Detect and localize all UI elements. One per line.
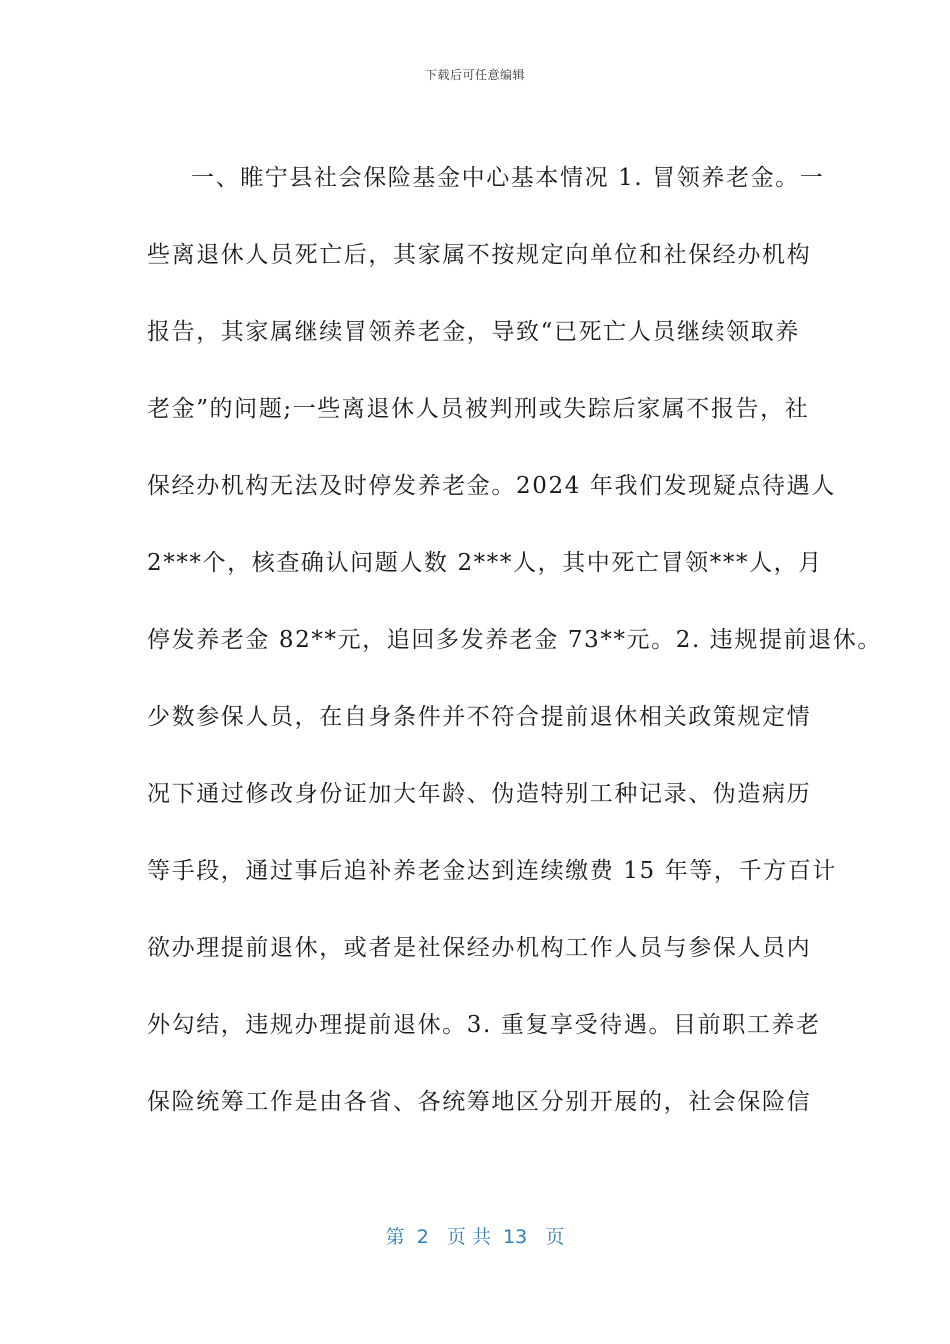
paragraph-line: 老金”的问题;一些离退休人员被判刑或失踪后家属不报告，社 (147, 396, 810, 422)
paragraph-line: 保经办机构无法及时停发养老金。2024 年我们发现疑点待遇人 (147, 473, 836, 499)
paragraph-line: 保险统筹工作是由各省、各统筹地区分别开展的，社会保险信 (147, 1089, 812, 1115)
paragraph-line: 等手段，通过事后追补养老金达到连续缴费 15 年等，千方百计 (147, 858, 837, 884)
paragraph-line: 少数参保人员，在自身条件并不符合提前退休相关政策规定情 (147, 704, 812, 730)
paragraph-line: 欲办理提前退休，或者是社保经办机构工作人员与参保人员内 (147, 935, 812, 961)
paragraph-line: 停发养老金 82**元，追回多发养老金 73**元。2. 违规提前退休。 (147, 627, 883, 653)
page-number-footer: 第 2 页 共 13 页 (385, 1226, 565, 1248)
page-header: 下载后可任意编辑 (424, 68, 525, 82)
paragraph-line: 一、睢宁县社会保险基金中心基本情况 1. 冒领养老金。一 (191, 165, 825, 191)
paragraph-line: 2***个，核查确认问题人数 2***人，其中死亡冒领***人，月 (147, 550, 823, 576)
paragraph-line: 况下通过修改身份证加大年龄、伪造特别工种记录、伪造病历 (147, 781, 812, 807)
paragraph-line: 些离退休人员死亡后，其家属不按规定向单位和社保经办机构 (147, 242, 812, 268)
paragraph-line: 外勾结，违规办理提前退休。3. 重复享受待遇。目前职工养老 (147, 1012, 821, 1038)
paragraph-line: 报告，其家属继续冒领养老金，导致“已死亡人员继续领取养 (147, 319, 800, 345)
